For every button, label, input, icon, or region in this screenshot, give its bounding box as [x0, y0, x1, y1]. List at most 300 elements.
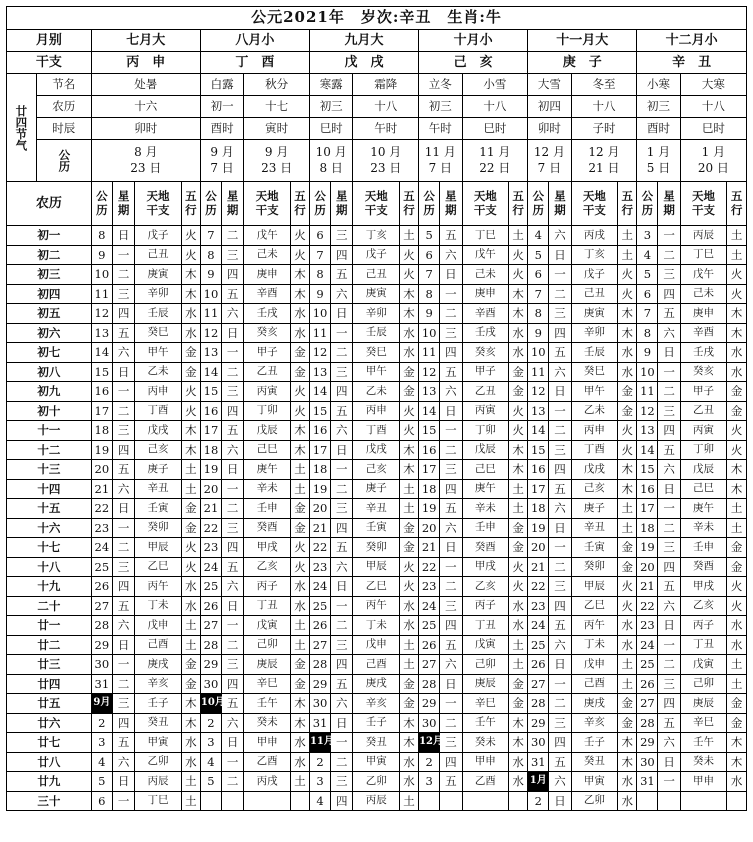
solar-day-m6-d5: 7: [637, 304, 658, 324]
day-row-17: [7, 538, 747, 558]
lunar-day-20: 二十: [7, 596, 92, 616]
weekday-m3-d21: 二: [331, 616, 353, 636]
month-name-5: 十一月大: [528, 30, 637, 52]
solar-day-m4-d7: 11: [419, 343, 440, 363]
solar-day-m1-d11: 18: [91, 421, 112, 441]
solar-day-m5-d1: 4: [528, 226, 549, 246]
weekday-m2-d13: 日: [222, 460, 244, 480]
weekday-m6-d22: 一: [658, 635, 680, 655]
day-ganzhi-m6-d27: 壬午: [680, 733, 727, 753]
solar-day-m5-d3: 6: [528, 265, 549, 285]
wuxing-m4-d2: 火: [509, 245, 528, 265]
wuxing-m3-d14: 土: [400, 479, 419, 499]
weekday-m4-d23: 六: [440, 655, 462, 675]
weekday-m4-d17: 日: [440, 538, 462, 558]
day-ganzhi-m2-d22: 己卯: [244, 635, 291, 655]
wuxing-m5-d12: 火: [618, 440, 637, 460]
lunar-day-12: 十二: [7, 440, 92, 460]
wuxing-m5-d10: 金: [618, 401, 637, 421]
wuxing-m1-d30: 土: [181, 791, 200, 811]
wuxing-m6-d18: 金: [727, 557, 747, 577]
wuxing-m3-d18: 火: [400, 557, 419, 577]
day-ganzhi-m3-d24: 庚戌: [353, 674, 400, 694]
weekday-m2-d9: 三: [222, 382, 244, 402]
weekday-m5-d9: 日: [549, 382, 571, 402]
weekday-m2-d8: 二: [222, 362, 244, 382]
solar-day-m4-d18: 22: [419, 557, 440, 577]
lunar-day-21: 廿一: [7, 616, 92, 636]
weekday-m5-d6: 四: [549, 323, 571, 343]
wuxing-m2-d11: 木: [290, 421, 309, 441]
wuxing-m4-d14: 土: [509, 479, 528, 499]
day-ganzhi-m6-d13: 戊辰: [680, 460, 727, 480]
solar-day-m2-d28: 4: [200, 752, 221, 772]
month-row: [7, 30, 747, 52]
weekday-m2-d21: 一: [222, 616, 244, 636]
solar-day-m5-d10: 13: [528, 401, 549, 421]
day-ganzhi-m4-d13: 己巳: [462, 460, 509, 480]
wuxing-m1-d1: 火: [181, 226, 200, 246]
weekday-m3-d5: 日: [331, 304, 353, 324]
day-ganzhi-m1-d28: 乙卯: [135, 752, 182, 772]
solar-day-m3-d14: 19: [309, 479, 330, 499]
day-ganzhi-m1-d24: 辛亥: [135, 674, 182, 694]
day-ganzhi-m4-d5: 辛酉: [462, 304, 509, 324]
wuxing-header-5: 五 行: [618, 182, 637, 226]
wuxing-m5-d26: 金: [618, 713, 637, 733]
solar-day-m2-d21: 27: [200, 616, 221, 636]
solar-day-m4-d5: 9: [419, 304, 440, 324]
wuxing-m5-d20: 火: [618, 596, 637, 616]
solar-day-m1-d25: 9月: [91, 694, 112, 714]
weekday-m6-d28: 日: [658, 752, 680, 772]
day-row-25: [7, 694, 747, 714]
solar-day-m4-d23: 27: [419, 655, 440, 675]
solar-day-m6-d11: 13: [637, 421, 658, 441]
weekday-m6-d1: 一: [658, 226, 680, 246]
wuxing-m5-d27: 木: [618, 733, 637, 753]
wuxing-m4-d25: 金: [509, 694, 528, 714]
wuxing-m3-d13: 木: [400, 460, 419, 480]
month-name-4: 十月小: [419, 30, 528, 52]
solar-day-m5-d16: 19: [528, 518, 549, 538]
solar-day-m6-d19: 21: [637, 577, 658, 597]
wuxing-m1-d29: 土: [181, 772, 200, 792]
wuxing-m4-d3: 火: [509, 265, 528, 285]
lunar-day-17: 十七: [7, 538, 92, 558]
day-ganzhi-m5-d1: 丙戌: [571, 226, 618, 246]
lunar-day-9: 初九: [7, 382, 92, 402]
wuxing-m4-d7: 水: [509, 343, 528, 363]
solar-day-m4-d15: 19: [419, 499, 440, 519]
solar-day-m4-d2: 6: [419, 245, 440, 265]
weekday-m1-d15: 日: [112, 499, 134, 519]
week-header-6: 星 期: [658, 182, 680, 226]
weekday-m3-d24: 五: [331, 674, 353, 694]
wuxing-m1-d23: 金: [181, 655, 200, 675]
wuxing-m3-d24: 金: [400, 674, 419, 694]
wuxing-header-6: 五 行: [727, 182, 747, 226]
weekday-m6-d13: 六: [658, 460, 680, 480]
day-ganzhi-m2-d9: 丙寅: [244, 382, 291, 402]
weekday-m6-d26: 五: [658, 713, 680, 733]
jieqi-hour-6-1: 酉时: [637, 118, 680, 140]
weekday-m1-d30: 一: [112, 791, 134, 811]
weekday-m3-d29: 三: [331, 772, 353, 792]
solar-day-m6-d16: 18: [637, 518, 658, 538]
weekday-m2-d16: 三: [222, 518, 244, 538]
wuxing-m5-d5: 木: [618, 304, 637, 324]
weekday-m5-d17: 一: [549, 538, 571, 558]
weekday-m3-d18: 六: [331, 557, 353, 577]
solar-day-m1-d1: 8: [91, 226, 112, 246]
lunar-day-11: 十一: [7, 421, 92, 441]
weekday-m1-d28: 六: [112, 752, 134, 772]
day-row-12: [7, 440, 747, 460]
day-ganzhi-m4-d8: 甲子: [462, 362, 509, 382]
solar-day-m6-d24: 26: [637, 674, 658, 694]
day-ganzhi-m2-d7: 甲子: [244, 343, 291, 363]
jieqi-lunar-4-2: 十八: [462, 96, 528, 118]
solar-day-m5-d20: 23: [528, 596, 549, 616]
jieqi-name-6-2: 大寒: [680, 74, 746, 96]
solar-day-m2-d11: 17: [200, 421, 221, 441]
weekday-m3-d9: 四: [331, 382, 353, 402]
weekday-m6-d9: 二: [658, 382, 680, 402]
wuxing-m2-d5: 水: [290, 304, 309, 324]
jieqi-lunar-label: 农历: [36, 96, 91, 118]
day-row-22: [7, 635, 747, 655]
wuxing-m6-d11: 火: [727, 421, 747, 441]
day-row-19: [7, 577, 747, 597]
wuxing-m5-d8: 水: [618, 362, 637, 382]
weekday-m6-d29: 一: [658, 772, 680, 792]
day-ganzhi-m6-d19: 甲戌: [680, 577, 727, 597]
day-ganzhi-m4-d14: 庚午: [462, 479, 509, 499]
solar-day-m3-d16: 21: [309, 518, 330, 538]
day-ganzhi-m4-d9: 乙丑: [462, 382, 509, 402]
solar-day-m3-d5: 10: [309, 304, 330, 324]
day-ganzhi-m1-d10: 丁酉: [135, 401, 182, 421]
solar-day-m6-d25: 27: [637, 694, 658, 714]
day-row-7: [7, 343, 747, 363]
day-row-2: [7, 245, 747, 265]
day-ganzhi-m3-d17: 癸卯: [353, 538, 400, 558]
day-ganzhi-m2-d16: 癸酉: [244, 518, 291, 538]
weekday-m1-d6: 五: [112, 323, 134, 343]
ganzhi-header-5: 天地 干支: [571, 182, 618, 226]
jieqi-hour-3-1: 巳时: [309, 118, 352, 140]
day-row-29: [7, 772, 747, 792]
weekday-m3-d4: 六: [331, 284, 353, 304]
wuxing-m5-d21: 水: [618, 616, 637, 636]
solar-day-m3-d8: 13: [309, 362, 330, 382]
day-row-10: [7, 401, 747, 421]
solar-day-m1-d28: 4: [91, 752, 112, 772]
solar-day-m2-d14: 20: [200, 479, 221, 499]
solar-day-m3-d29: 3: [309, 772, 330, 792]
week-header-5: 星 期: [549, 182, 571, 226]
solar-day-m1-d5: 12: [91, 304, 112, 324]
wuxing-m1-d21: 土: [181, 616, 200, 636]
wuxing-m1-d28: 水: [181, 752, 200, 772]
lunar-day-3: 初三: [7, 265, 92, 285]
wuxing-m2-d29: 土: [290, 772, 309, 792]
empty-cell: [244, 791, 291, 811]
day-ganzhi-m4-d21: 丁丑: [462, 616, 509, 636]
jieqi-lunar-2-1: 初一: [200, 96, 243, 118]
wuxing-m2-d16: 金: [290, 518, 309, 538]
day-ganzhi-m5-d4: 己丑: [571, 284, 618, 304]
solar-day-m5-d8: 11: [528, 362, 549, 382]
wuxing-m2-d17: 火: [290, 538, 309, 558]
solar-day-m2-d23: 29: [200, 655, 221, 675]
day-ganzhi-m1-d2: 己丑: [135, 245, 182, 265]
day-ganzhi-m3-d20: 丙午: [353, 596, 400, 616]
solar-day-m5-d30: 2: [528, 791, 549, 811]
weekday-m3-d25: 六: [331, 694, 353, 714]
solar-day-m6-d18: 20: [637, 557, 658, 577]
day-ganzhi-m5-d9: 甲午: [571, 382, 618, 402]
wuxing-m5-d23: 土: [618, 655, 637, 675]
solar-day-m6-d22: 24: [637, 635, 658, 655]
solar-day-m2-d2: 8: [200, 245, 221, 265]
day-ganzhi-m3-d19: 乙巳: [353, 577, 400, 597]
wuxing-m1-d9: 火: [181, 382, 200, 402]
wuxing-m1-d26: 木: [181, 713, 200, 733]
day-ganzhi-m2-d5: 壬戌: [244, 304, 291, 324]
wuxing-m4-d28: 水: [509, 752, 528, 772]
wuxing-m2-d20: 水: [290, 596, 309, 616]
wuxing-m2-d25: 木: [290, 694, 309, 714]
solar-day-m4-d28: 2: [419, 752, 440, 772]
weekday-m3-d15: 三: [331, 499, 353, 519]
jieqi-name-label: 节名: [36, 74, 91, 96]
day-ganzhi-m6-d22: 丁丑: [680, 635, 727, 655]
solar-day-m1-d4: 11: [91, 284, 112, 304]
jieqi-hour-2-2: 寅时: [244, 118, 310, 140]
solar-day-m2-d7: 13: [200, 343, 221, 363]
day-ganzhi-m5-d2: 丁亥: [571, 245, 618, 265]
solar-header-5: 公 历: [528, 182, 549, 226]
weekday-m3-d2: 四: [331, 245, 353, 265]
solar-day-m3-d7: 12: [309, 343, 330, 363]
day-row-5: [7, 304, 747, 324]
day-ganzhi-m6-d1: 丙辰: [680, 226, 727, 246]
solar-day-m4-d4: 8: [419, 284, 440, 304]
wuxing-m5-d1: 土: [618, 226, 637, 246]
day-ganzhi-m5-d3: 戊子: [571, 265, 618, 285]
day-ganzhi-m5-d27: 壬子: [571, 733, 618, 753]
lunar-day-7: 初七: [7, 343, 92, 363]
wuxing-header-1: 五 行: [181, 182, 200, 226]
day-ganzhi-m6-d14: 己巳: [680, 479, 727, 499]
empty-cell: [680, 791, 727, 811]
day-ganzhi-m1-d14: 辛丑: [135, 479, 182, 499]
weekday-m1-d3: 二: [112, 265, 134, 285]
wuxing-m5-d9: 金: [618, 382, 637, 402]
solar-day-m5-d12: 15: [528, 440, 549, 460]
jieqi-solar-2-2: 9 月 23 日: [244, 140, 310, 182]
weekday-m6-d6: 六: [658, 323, 680, 343]
weekday-m6-d4: 四: [658, 284, 680, 304]
weekday-m4-d6: 三: [440, 323, 462, 343]
weekday-m5-d30: 日: [549, 791, 571, 811]
empty-cell: [658, 791, 680, 811]
solar-day-m4-d22: 26: [419, 635, 440, 655]
weekday-m1-d2: 一: [112, 245, 134, 265]
weekday-m6-d11: 四: [658, 421, 680, 441]
day-ganzhi-m4-d19: 乙亥: [462, 577, 509, 597]
month-ganzhi-2: 丁 酉: [200, 52, 309, 74]
wuxing-m2-d28: 水: [290, 752, 309, 772]
solar-day-m1-d18: 25: [91, 557, 112, 577]
day-ganzhi-m4-d10: 丙寅: [462, 401, 509, 421]
wuxing-m6-d7: 水: [727, 343, 747, 363]
weekday-m2-d3: 四: [222, 265, 244, 285]
month-label: 月别: [7, 30, 92, 52]
solar-day-m5-d18: 21: [528, 557, 549, 577]
jieqi-lunar-3-1: 初三: [309, 96, 352, 118]
wuxing-m6-d12: 火: [727, 440, 747, 460]
jieqi-name-5-2: 冬至: [571, 74, 637, 96]
jieqi-solar-3-2: 10 月 23 日: [353, 140, 419, 182]
weekday-m4-d16: 六: [440, 518, 462, 538]
weekday-m5-d21: 五: [549, 616, 571, 636]
solar-day-m1-d15: 22: [91, 499, 112, 519]
day-ganzhi-m5-d19: 甲辰: [571, 577, 618, 597]
day-ganzhi-m3-d14: 庚子: [353, 479, 400, 499]
day-ganzhi-m3-d8: 甲午: [353, 362, 400, 382]
weekday-m4-d8: 五: [440, 362, 462, 382]
solar-day-m4-d8: 12: [419, 362, 440, 382]
weekday-m2-d27: 日: [222, 733, 244, 753]
day-ganzhi-m6-d25: 庚辰: [680, 694, 727, 714]
weekday-m3-d20: 一: [331, 596, 353, 616]
solar-day-m1-d2: 9: [91, 245, 112, 265]
weekday-m5-d22: 六: [549, 635, 571, 655]
jieqi-name-2-1: 白露: [200, 74, 243, 96]
day-ganzhi-m3-d25: 辛亥: [353, 694, 400, 714]
solar-day-m1-d9: 16: [91, 382, 112, 402]
wuxing-m1-d7: 金: [181, 343, 200, 363]
weekday-m3-d10: 五: [331, 401, 353, 421]
lunar-day-1: 初一: [7, 226, 92, 246]
solar-day-m3-d11: 16: [309, 421, 330, 441]
jieqi-solar-6-1: 1 月 5 日: [637, 140, 680, 182]
day-row-28: [7, 752, 747, 772]
solar-day-m5-d21: 24: [528, 616, 549, 636]
weekday-m2-d10: 四: [222, 401, 244, 421]
day-row-9: [7, 382, 747, 402]
wuxing-m1-d24: 金: [181, 674, 200, 694]
lunar-day-15: 十五: [7, 499, 92, 519]
week-header-3: 星 期: [331, 182, 353, 226]
weekday-m1-d27: 五: [112, 733, 134, 753]
wuxing-m2-d4: 木: [290, 284, 309, 304]
solar-day-m6-d9: 11: [637, 382, 658, 402]
month-ganzhi-3: 戊 戌: [309, 52, 418, 74]
wuxing-m3-d29: 水: [400, 772, 419, 792]
solar-day-m4-d13: 17: [419, 460, 440, 480]
solar-day-m5-d27: 30: [528, 733, 549, 753]
day-ganzhi-m1-d7: 甲午: [135, 343, 182, 363]
solar-day-m6-d14: 16: [637, 479, 658, 499]
day-ganzhi-m5-d20: 乙巳: [571, 596, 618, 616]
ganzhi-header-1: 天地 干支: [135, 182, 182, 226]
solar-day-m2-d4: 10: [200, 284, 221, 304]
solar-day-m4-d19: 23: [419, 577, 440, 597]
wuxing-m5-d15: 土: [618, 499, 637, 519]
weekday-m5-d18: 二: [549, 557, 571, 577]
lunar-day-22: 廿二: [7, 635, 92, 655]
weekday-m4-d14: 四: [440, 479, 462, 499]
solar-day-m5-d28: 31: [528, 752, 549, 772]
solar-day-m2-d19: 25: [200, 577, 221, 597]
weekday-m1-d19: 四: [112, 577, 134, 597]
day-ganzhi-m3-d22: 戊申: [353, 635, 400, 655]
weekday-m2-d11: 五: [222, 421, 244, 441]
wuxing-m4-d20: 水: [509, 596, 528, 616]
solar-day-m6-d10: 12: [637, 401, 658, 421]
day-ganzhi-m2-d25: 壬午: [244, 694, 291, 714]
weekday-m2-d2: 三: [222, 245, 244, 265]
month-name-1: 七月大: [91, 30, 200, 52]
wuxing-m2-d27: 水: [290, 733, 309, 753]
day-ganzhi-m5-d25: 庚戌: [571, 694, 618, 714]
jieqi-group-label: 廿四节气: [7, 74, 37, 182]
day-ganzhi-m4-d2: 戊午: [462, 245, 509, 265]
ganzhi-header-6: 天地 干支: [680, 182, 727, 226]
wuxing-m6-d6: 木: [727, 323, 747, 343]
solar-day-m4-d25: 29: [419, 694, 440, 714]
solar-day-m3-d2: 7: [309, 245, 330, 265]
wuxing-m6-d16: 土: [727, 518, 747, 538]
wuxing-m6-d27: 木: [727, 733, 747, 753]
wuxing-m1-d10: 火: [181, 401, 200, 421]
wuxing-m4-d12: 木: [509, 440, 528, 460]
day-row-13: [7, 460, 747, 480]
day-ganzhi-m1-d25: 壬子: [135, 694, 182, 714]
day-ganzhi-m5-d21: 丙午: [571, 616, 618, 636]
solar-day-m3-d1: 6: [309, 226, 330, 246]
wuxing-m2-d24: 金: [290, 674, 309, 694]
weekday-m5-d11: 二: [549, 421, 571, 441]
day-ganzhi-m1-d11: 戊戌: [135, 421, 182, 441]
jieqi-name-4-1: 立冬: [419, 74, 462, 96]
day-ganzhi-m2-d17: 甲戌: [244, 538, 291, 558]
weekday-m2-d28: 一: [222, 752, 244, 772]
day-ganzhi-m4-d17: 癸酉: [462, 538, 509, 558]
day-ganzhi-m1-d27: 甲寅: [135, 733, 182, 753]
weekday-m1-d17: 二: [112, 538, 134, 558]
day-ganzhi-m2-d18: 乙亥: [244, 557, 291, 577]
day-ganzhi-m2-d21: 戊寅: [244, 616, 291, 636]
wuxing-m6-d19: 火: [727, 577, 747, 597]
day-ganzhi-m4-d11: 丁卯: [462, 421, 509, 441]
weekday-m6-d19: 五: [658, 577, 680, 597]
weekday-m6-d12: 五: [658, 440, 680, 460]
solar-day-m6-d8: 10: [637, 362, 658, 382]
solar-day-m2-d12: 18: [200, 440, 221, 460]
empty-cell: [222, 791, 244, 811]
day-ganzhi-m5-d10: 乙未: [571, 401, 618, 421]
weekday-m4-d1: 五: [440, 226, 462, 246]
jieqi-solar-5-1: 12 月 7 日: [528, 140, 571, 182]
weekday-m4-d29: 五: [440, 772, 462, 792]
day-ganzhi-m1-d19: 丙午: [135, 577, 182, 597]
day-ganzhi-m5-d28: 癸丑: [571, 752, 618, 772]
